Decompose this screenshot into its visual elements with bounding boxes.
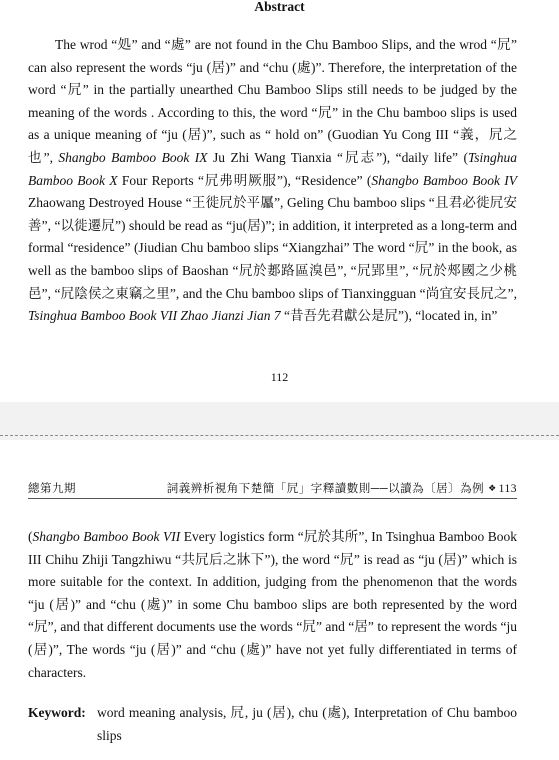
diamond-icon: ❖ xyxy=(488,483,497,493)
bottom-page xyxy=(0,440,559,760)
header-title: 詞義辨析視角下楚簡「凥」字釋讀數則──以讀為〔居〕為例 xyxy=(166,483,485,495)
italic-title: Tsinghua Bamboo Book X xyxy=(28,149,517,188)
page-number-top: 112 xyxy=(270,370,289,384)
running-header xyxy=(28,480,517,499)
abstract-continuation: (Shangbo Bamboo Book VII Every logistics form “凥於其所”, In Tsinghua Bamboo Book III Chihu Zhiji Tangzhiwu “共凥后之牀下”), the word “凥” is read as “ju (居)” which is more suitable for the context. In addition, judging from the phenomenon that the words “ju (居)” and “chu (處)” in some Chu bamboo slips are both represented by the word “凥”, and that different documents use the words “凥” and “居” to represent the words “ju (居)”, The words “ju (居)” and “chu (處)” have not yet fully differentiated in terms of characters. xyxy=(28,529,517,680)
page-number-bottom: 113 xyxy=(498,483,517,495)
italic-title: Shangbo Bamboo Book IX xyxy=(58,149,208,165)
page-divider xyxy=(0,435,559,436)
abstract-paragraph: The wrod “処” and “處” are not found in the Chu Bamboo Slips, and the wrod “凥” can also represent the words “ju (居)” and “chu (處)”. Therefore, the interpretation of the word “凥” in the partially unearthed Chu Bamboo Slips still needs to be judged by the meaning of the words . According to this, the word “凥” in the Chu bamboo slips is used as a unique meaning of “ju (居)”, such as “ hold on” (Guodian Yu Cong III “義，凥之也”, Shangbo Bamboo Book IX Ju Zhi Wang Tianxia “凥志”), “daily life” (Tsinghua Bamboo Book X Four Reports “凥弗明厥服”), “Residence” (Shangbo Bamboo Book IV Zhaowang Destroyed House “王徙凥於平屭”, Geling Chu bamboo slips “且君必徙凥安善”, “以徙遷凥”) should be read as “ju(居)”; in addition, it interpreted as a long-term and formal “residence” (Jiudian Chu bamboo slips “Xiangzhai” The word “凥” in the book, as well as the bamboo slips of Baoshan “凥於郪路區溴邑”, “凥郢里”, “凥於郟國之少桃邑”, “凥陰侯之東竊之里”, and the Chu bamboo slips of Tianxingguan “尚宜安長凥之”, Tsinghua Bamboo Book VII Zhao Jianzi Jian 7 “昔吾先君獻公是凥”), “located in, in” xyxy=(28,37,518,324)
keyword-text: word meaning analysis, 凥, ju (居), chu (處), Interpretation of Chu bamboo slips xyxy=(97,705,517,743)
header-issue: 總第九期 xyxy=(28,483,76,495)
header-title-group xyxy=(167,480,517,496)
keyword-label: Keyword: xyxy=(28,705,86,720)
italic-title: Shangbo Bamboo Book VII xyxy=(32,529,181,544)
abstract-title: Abstract xyxy=(254,0,305,14)
italic-title: Tsinghua Bamboo Book VII Zhao Jianzi Jian 7 xyxy=(28,308,281,324)
italic-title: Shangbo Bamboo Book IV xyxy=(371,172,518,188)
